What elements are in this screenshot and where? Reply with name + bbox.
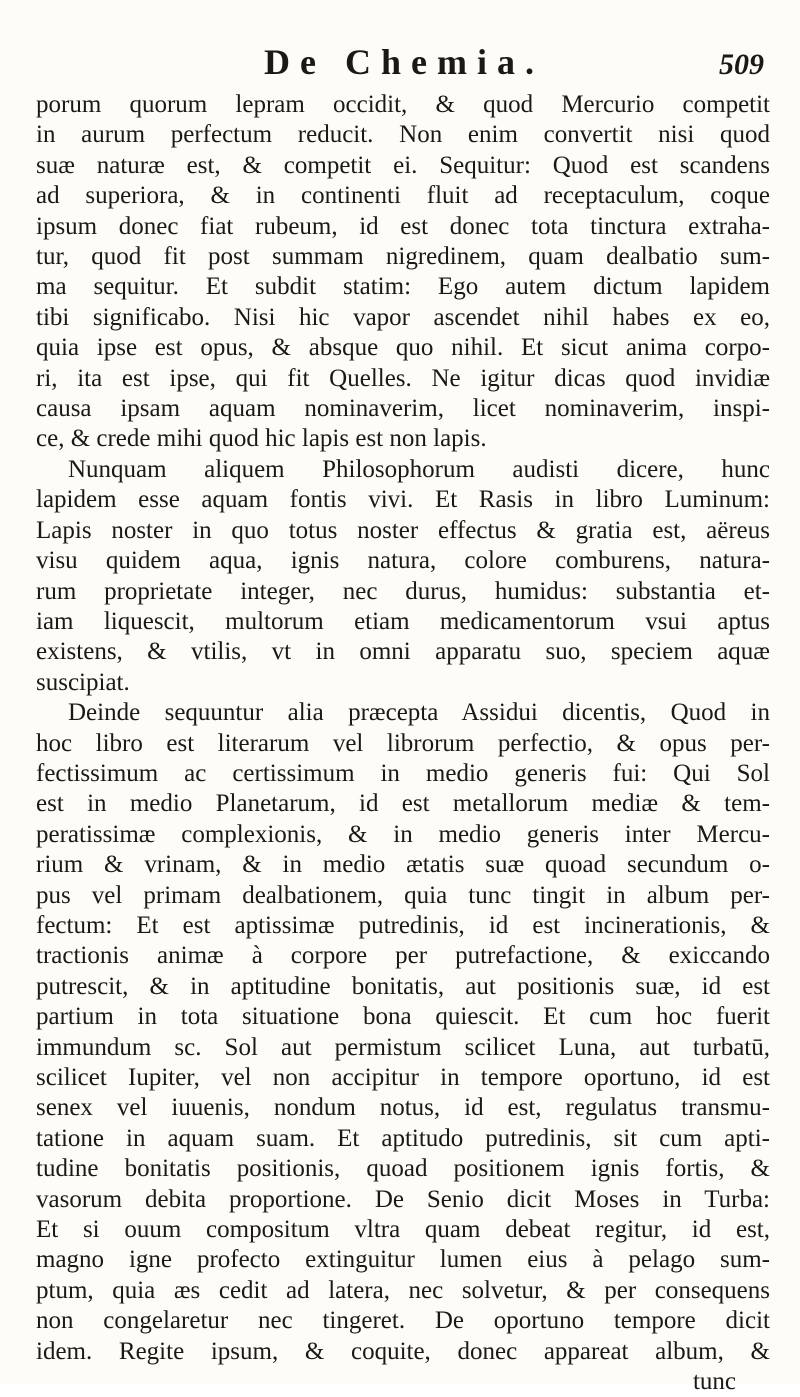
- text-line: rium & vrinam, & in medio ætatis suæ quoad secundum o-: [36, 851, 770, 879]
- text-line: suæ naturæ est, & competit ei. Sequitur: Quod est scandens: [36, 151, 770, 179]
- text-line: Lapis noster in quo totus noster effectus & gratia est, aëreus: [36, 516, 770, 544]
- body-text: [36, 90, 770, 1397]
- text-line: Nunquam aliquem Philosophorum audisti dicere, hunc: [68, 455, 770, 483]
- text-line: fectum: Et est aptissimæ putredinis, id est incinerationis, &: [36, 911, 770, 939]
- running-title: De Chemia.: [264, 42, 544, 82]
- text-line: iam liquescit, multorum etiam medicamentorum vsui aptus: [36, 607, 770, 635]
- text-line: quia ipse est opus, & absque quo nihil. Et sicut anima corpo-: [36, 334, 770, 362]
- text-line: ptum, quia æs cedit ad latera, nec solvetur, & per consequens: [36, 1276, 770, 1304]
- text-line: ad superiora, & in continenti fluit ad receptaculum, coque: [36, 182, 770, 210]
- text-line: tur, quod fit post summam nigredinem, quam dealbatio sum-: [36, 243, 770, 271]
- text-line: immundum sc. Sol aut permistum scilicet Luna, aut turbatū,: [36, 1033, 770, 1061]
- text-line: pus vel primam dealbationem, quia tunc tingit in album per-: [36, 881, 770, 909]
- text-line: non congelaretur nec tingeret. De oportuno tempore dicit: [36, 1307, 770, 1335]
- text-line: putrescit, & in aptitudine bonitatis, aut positionis suæ, id est: [36, 972, 770, 1000]
- text-line: fectissimum ac certissimum in medio generis fui: Qui Sol: [36, 759, 770, 787]
- text-line: tractionis animæ à corpore per putrefactione, & exiccando: [36, 942, 770, 970]
- text-line: Et si ouum compositum vltra quam debeat regitur, id est,: [36, 1216, 770, 1244]
- text-line: hoc libro est literarum vel librorum perfectio, & opus per-: [36, 729, 770, 757]
- text-line: suscipiat.: [36, 668, 130, 696]
- text-line: porum quorum lepram occidit, & quod Mercurio competit: [36, 91, 770, 118]
- text-line: tunc: [692, 1368, 736, 1396]
- text-line: magno igne profecto extinguitur lumen eius à pelago sum-: [36, 1246, 770, 1274]
- text-line: peratissimæ complexionis, & in medio generis inter Mercu-: [36, 820, 770, 848]
- text-line: ce, & crede mihi quod hic lapis est non lapis.: [36, 425, 487, 453]
- text-line: in aurum perfectum reducit. Non enim convertit nisi quod: [36, 121, 770, 149]
- text-line: visu quidem aqua, ignis natura, colore comburens, natura-: [36, 547, 770, 575]
- text-line: ipsum donec fiat rubeum, id est donec tota tinctura extraha-: [36, 212, 770, 240]
- text-line: ma sequitur. Et subdit statim: Ego autem dictum lapidem: [36, 273, 770, 301]
- text-line: ri, ita est ipse, qui fit Quelles. Ne igitur dicas quod invidiæ: [36, 364, 770, 392]
- text-line: tudine bonitatis positionis, quoad positionem ignis fortis, &: [36, 1155, 770, 1183]
- text-line: senex vel iuuenis, nondum notus, id est, regulatus transmu-: [36, 1094, 770, 1122]
- text-line: causa ipsam aquam nominaverim, licet nominaverim, inspi-: [36, 395, 770, 423]
- page-header: [36, 28, 770, 88]
- text-line: vasorum debita proportione. De Senio dicit Moses in Turba:: [36, 1185, 770, 1213]
- text-line: Deinde sequuntur alia præcepta Assidui dicentis, Quod in: [68, 699, 770, 727]
- text-line: lapidem esse aquam fontis vivi. Et Rasis in libro Luminum:: [36, 486, 770, 514]
- page-number: 509: [719, 48, 764, 81]
- text-line: existens, & vtilis, vt in omni apparatu suo, speciem aquæ: [36, 638, 770, 666]
- text-line: partium in tota situatione bona quiescit. Et cum hoc fuerit: [36, 1003, 770, 1031]
- text-line: idem. Regite ipsum, & coquite, donec appareat album, &: [36, 1337, 770, 1365]
- text-line: tibi significabo. Nisi hic vapor ascendet nihil habes ex eo,: [36, 303, 770, 331]
- text-line: est in medio Planetarum, id est metallorum mediæ & tem-: [36, 790, 770, 818]
- text-line: scilicet Iupiter, vel non accipitur in tempore oportuno, id est: [36, 1064, 770, 1091]
- text-line: rum proprietate integer, nec durus, humidus: substantia et-: [36, 577, 770, 605]
- text-line: tatione in aquam suam. Et aptitudo putredinis, sit cum apti-: [36, 1124, 770, 1152]
